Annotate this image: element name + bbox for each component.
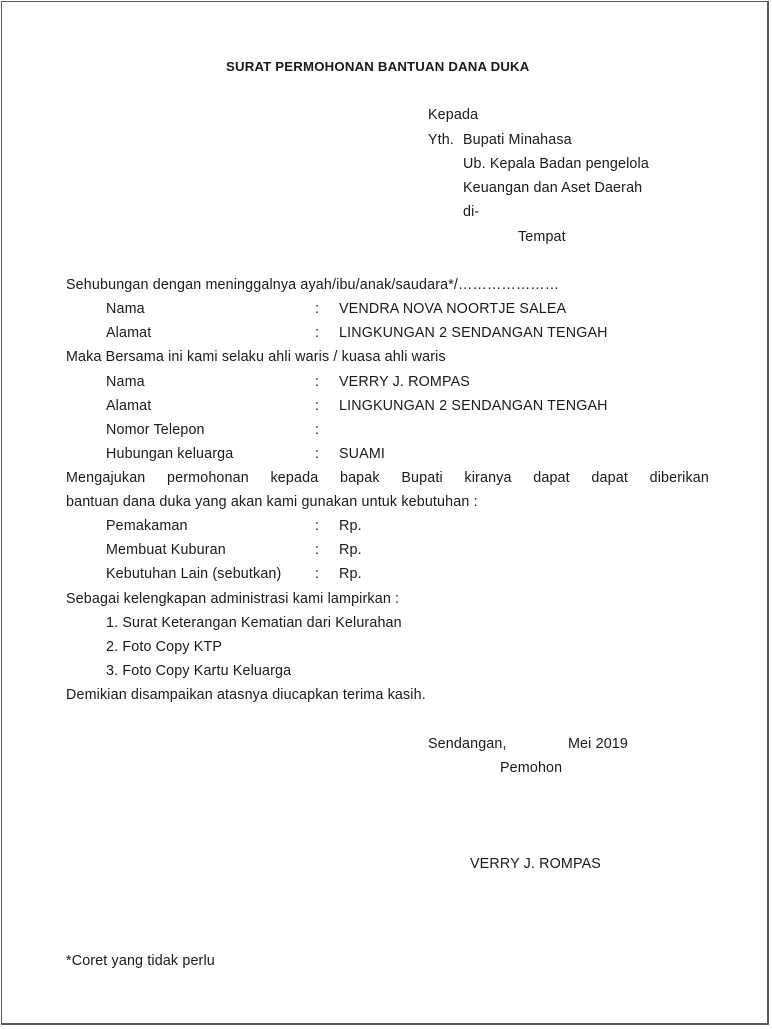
signature-place: Sendangan, [428, 736, 507, 752]
closing-line: Demikian disampaikan atasnya diucapkan terima kasih. [66, 687, 426, 703]
attachments-intro: Sebagai kelengkapan administrasi kami lampirkan : [66, 591, 400, 607]
need-kuburan-colon: : [315, 542, 320, 558]
heir-alamat-colon: : [315, 398, 320, 414]
heir-intro-line: Maka Bersama ini kami selaku ahli waris / kuasa ahli waris [66, 349, 446, 365]
need-lain-colon: : [315, 566, 320, 582]
letter-title: SURAT PERMOHONAN BANTUAN DANA DUKA [226, 59, 530, 74]
heir-telepon-colon: : [315, 422, 320, 438]
deceased-alamat-label: Alamat [106, 325, 152, 341]
attachment-item: 2. Foto Copy KTP [106, 639, 223, 655]
letter-page [1, 1, 769, 1025]
heir-nama-colon: : [315, 374, 320, 390]
recipient-yth: Yth. [428, 132, 455, 148]
deceased-alamat-value: LINGKUNGAN 2 SENDANGAN TENGAH [339, 325, 608, 341]
need-pemakaman-colon: : [315, 518, 320, 534]
recipient-tempat: Tempat [518, 229, 566, 245]
need-lain-value: Rp. [339, 566, 362, 582]
heir-nama-value: VERRY J. ROMPAS [339, 374, 470, 390]
signature-name: VERRY J. ROMPAS [470, 856, 601, 872]
heir-alamat-label: Alamat [106, 398, 152, 414]
attachment-item: 1. Surat Keterangan Kematian dari Kelurahan [106, 615, 402, 631]
signature-date: Mei 2019 [568, 736, 629, 752]
recipient-bupati: Bupati Minahasa [463, 132, 572, 148]
need-lain-label: Kebutuhan Lain (sebutkan) [106, 566, 282, 582]
heir-alamat-value: LINGKUNGAN 2 SENDANGAN TENGAH [339, 398, 608, 414]
heir-nama-label: Nama [106, 374, 145, 390]
need-pemakaman-label: Pemakaman [106, 518, 188, 534]
intro-line: Sehubungan dengan meninggalnya ayah/ibu/anak/saudara*/………………… [66, 277, 560, 293]
deceased-nama-value: VENDRA NOVA NOORTJE SALEA [339, 301, 567, 317]
heir-hubungan-colon: : [315, 446, 320, 462]
signature-role: Pemohon [500, 760, 563, 776]
need-kuburan-value: Rp. [339, 542, 362, 558]
deceased-nama-label: Nama [106, 301, 145, 317]
deceased-alamat-colon: : [315, 325, 320, 341]
heir-hubungan-value: SUAMI [339, 446, 386, 462]
recipient-di: di- [463, 204, 480, 220]
deceased-nama-colon: : [315, 301, 320, 317]
footnote: *Coret yang tidak perlu [66, 953, 215, 969]
request-line-1: Mengajukan permohonan kepada bapak Bupati kiranya dapat dapat diberikan [66, 470, 709, 486]
recipient-ub: Ub. Kepala Badan pengelola [463, 156, 649, 172]
heir-hubungan-label: Hubungan keluarga [106, 446, 234, 462]
heir-telepon-label: Nomor Telepon [106, 422, 205, 438]
need-kuburan-label: Membuat Kuburan [106, 542, 226, 558]
need-pemakaman-value: Rp. [339, 518, 362, 534]
recipient-kepada: Kepada [428, 107, 479, 123]
recipient-keuangan: Keuangan dan Aset Daerah [463, 180, 643, 196]
request-line-2: bantuan dana duka yang akan kami gunakan untuk kebutuhan : [66, 494, 478, 510]
attachment-item: 3. Foto Copy Kartu Keluarga [106, 663, 292, 679]
